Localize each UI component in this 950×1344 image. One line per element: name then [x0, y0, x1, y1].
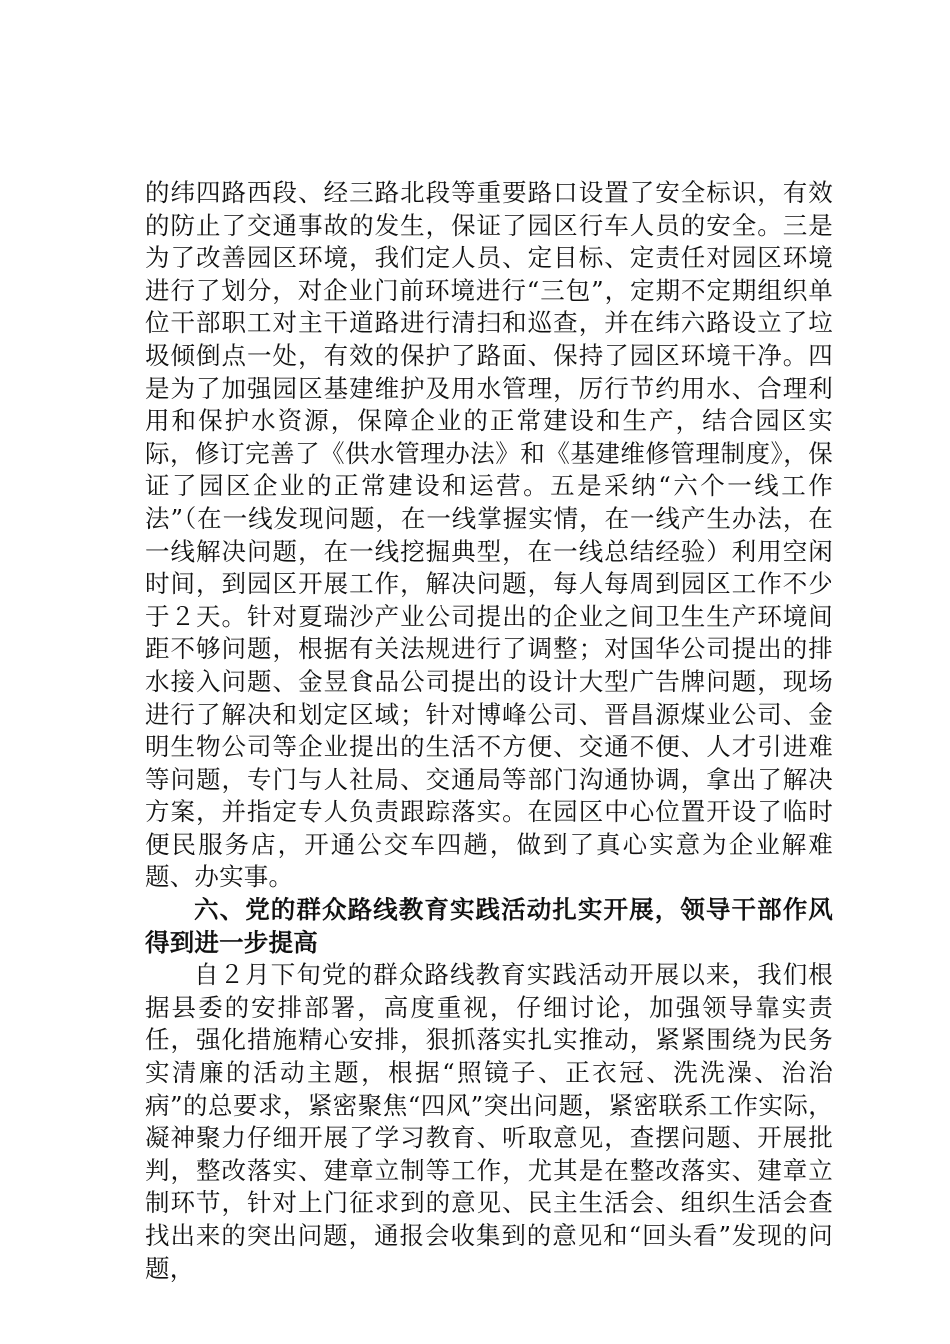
paragraph-continued: 的纬四路西段、经三路北段等重要路口设置了安全标识，有效的防止了交通事故的发生，保证了园区行车人员的安全。三是为了改善园区环境，我们定人员、定目标、定责任对园区环境进行了划分，对企业门前环境进行“三包”，定期不定期组织单位干部职工对主干道路进行清扫和巡查，并在纬六路设立了垃圾倾倒点一处，有效的保护了路面、保持了园区环境干净。四是为了加强园区基建维护及用水管理，厉行节约用水、合理利用和保护水资源，保障企业的正常建设和生产，结合园区实际，修订完善了《供水管理办法》和《基建维修管理制度》，保证了园区企业的正常建设和运营。五是采纳“六个一线工作法”（在一线发现问题，在一线掌握实情，在一线产生办法，在一线解决问题，在一线挖掘典型，在一线总结经验）利用空闲时间，到园区开展工作，解决问题，每人每周到园区工作不少于２天。针对夏瑞沙产业公司提出的企业之间卫生生产环境间距不够问题，根据有关法规进行了调整；对国华公司提出的排水接入问题、金昱食品公司提出的设计大型广告牌问题，现场进行了解决和划定区域；针对博峰公司、晋昌源煤业公司、金明生物公司等企业提出的生活不方便、交通不便、人才引进难等问题，专门与人社局、交通局等部门沟通协调，拿出了解决方案，并指定专人负责跟踪落实。在园区中心位置开设了临时便民服务店，开通公交车四趟，做到了真心实意为企业解难题、办实事。 [145, 178, 833, 892]
paragraph-section-six: 自２月下旬党的群众路线教育实践活动开展以来，我们根据县委的安排部署，高度重视，仔细讨论，加强领导靠实责任，强化措施精心安排，狠抓落实扎实推动，紧紧围绕为民务实清廉的活动主题，根据“照镜子、正衣冠、洗洗澡、治治病”的总要求，紧密聚焦“四风”突出问题，紧密联系工作实际，凝神聚力仔细开展了学习教育、听取意见，查摆问题、开展批判，整改落实、建章立制等工作，尤其是在整改落实、建章立制环节，针对上门征求到的意见、民主生活会、组织生活会查找出来的突出问题，通报会收集到的意见和“回头看”发现的问题， [145, 960, 833, 1283]
section-heading: 六、党的群众路线教育实践活动扎实开展，领导干部作风得到进一步提高 [145, 895, 833, 957]
document-body [145, 177, 833, 1285]
